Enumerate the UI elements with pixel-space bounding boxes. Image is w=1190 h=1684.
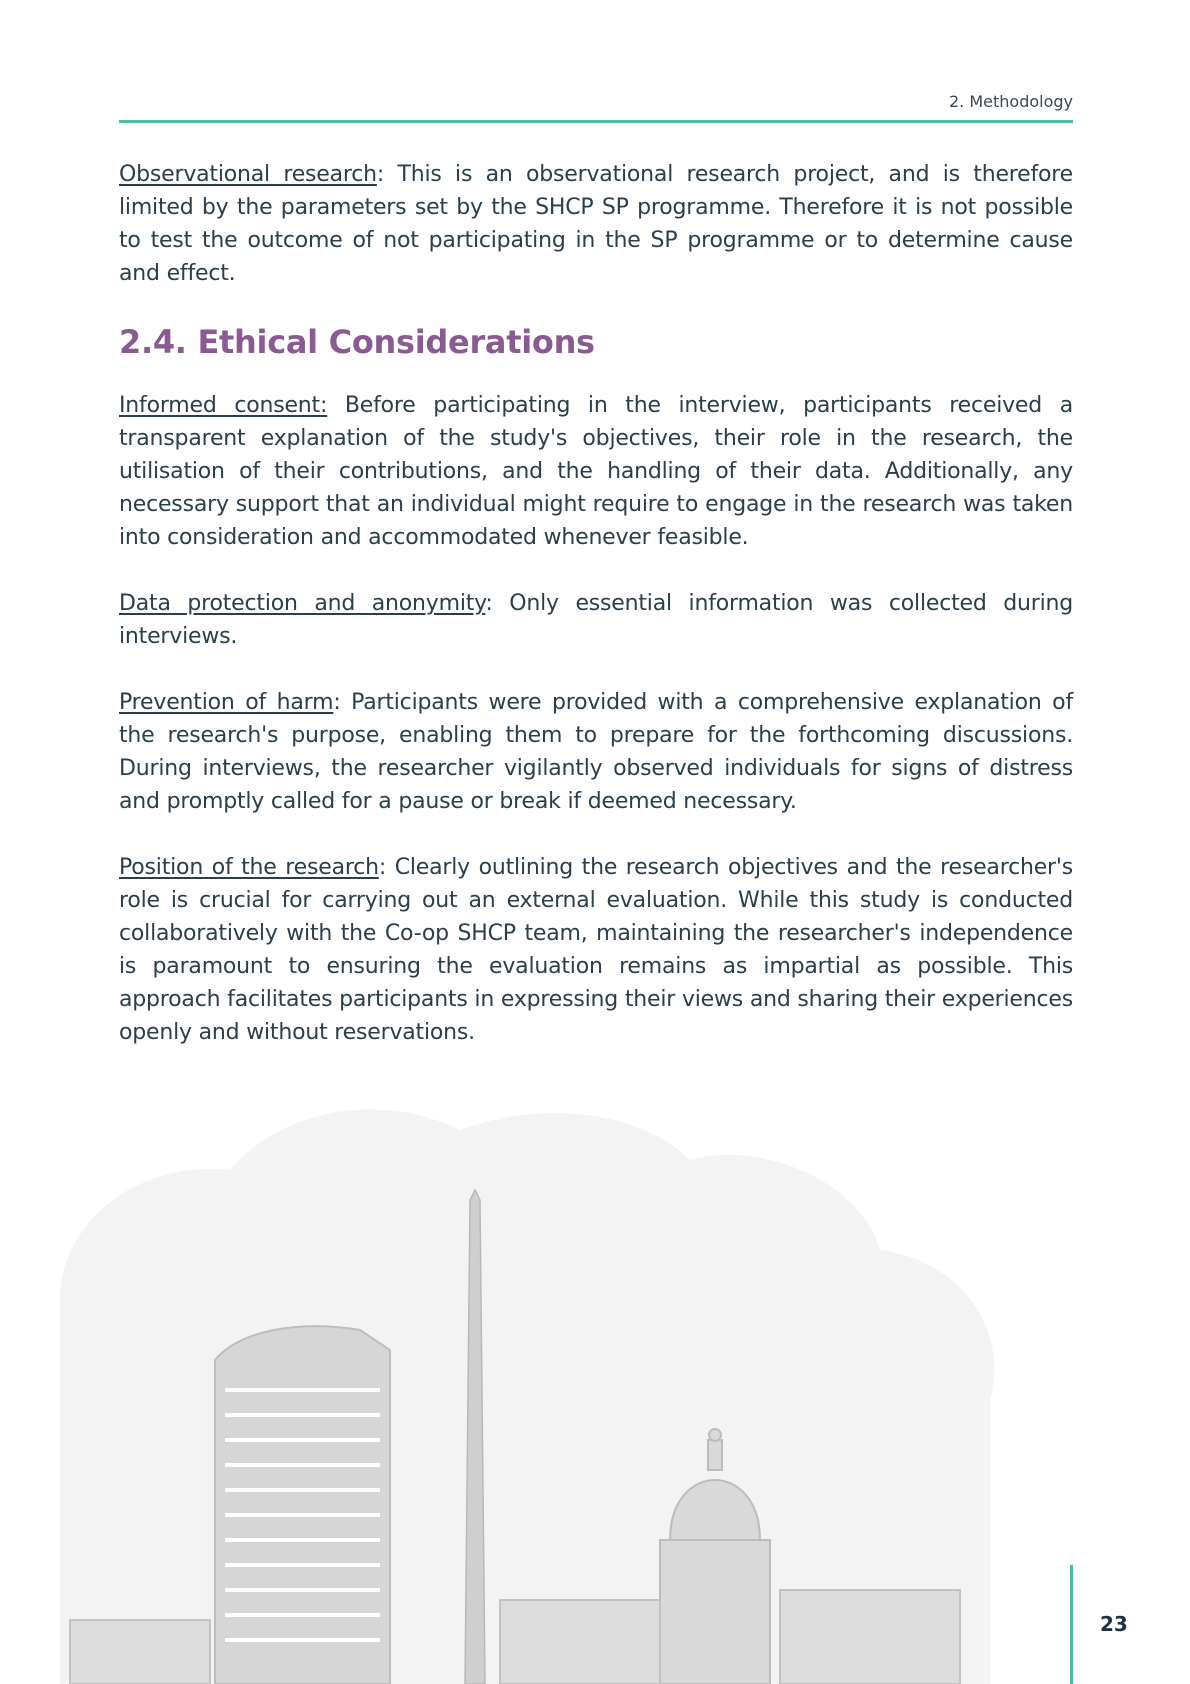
paragraph-data-protection: [119, 587, 1073, 653]
paragraph-text: : This is an observational research project, and is therefore limited by the parameters set by the SHCP SP programme. Therefore it is not possible to test the outcome of not participating in the SP programme or to determine cause and effect.: [119, 162, 1073, 286]
tower-building: [215, 1326, 390, 1684]
paragraph-informed-consent: [119, 389, 1073, 554]
term-label: Informed consent:: [119, 393, 328, 418]
page-number-rule: [1070, 1565, 1073, 1684]
paragraph-text: Before participating in the interview, participants received a transparent explanation of the study's objectives, their role in the research, the utilisation of their contributions, and the handling of their data. Additionally, any necessary support that an individual might require to engage in the research was taken into consideration and accommodated whenever feasible.: [119, 393, 1074, 550]
city-skyline-illustration: [0, 1100, 1190, 1684]
term-label: Position of the research: [119, 855, 379, 880]
paragraph-text: : Clearly outlining the research objectives and the researcher's role is crucial for carrying out an external evaluation. While this study is conducted collaboratively with the Co-op SHCP team, maintaining the researcher's independence is paramount to ensuring the evaluation remains as impartial as possible. This approach facilitates participants in expressing their views and sharing their experiences openly and without reservations.: [119, 855, 1074, 1045]
paragraph-text: : Participants were provided with a comprehensive explanation of the research's purpose, enabling them to prepare for the forthcoming discussions. During interviews, the researcher vigilantly observed individuals for signs of distress and promptly called for a pause or break if deemed necessary.: [119, 690, 1073, 814]
page-number: 23: [1100, 1612, 1128, 1636]
paragraph-position-of-research: [119, 851, 1073, 1049]
page-content: [119, 158, 1073, 1082]
term-label: Prevention of harm: [119, 690, 334, 715]
paragraph-prevention-of-harm: [119, 686, 1073, 818]
section-label: 2. Methodology: [948, 92, 1073, 111]
paragraph-text: : Only essential information was collected during interviews.: [119, 591, 1074, 649]
page-header: [119, 90, 1073, 123]
section-heading: 2.4. Ethical Considerations: [119, 323, 595, 361]
paragraph-observational-research: [119, 158, 1073, 290]
term-label: Data protection and anonymity: [119, 591, 486, 616]
term-label: Observational research: [119, 162, 377, 187]
